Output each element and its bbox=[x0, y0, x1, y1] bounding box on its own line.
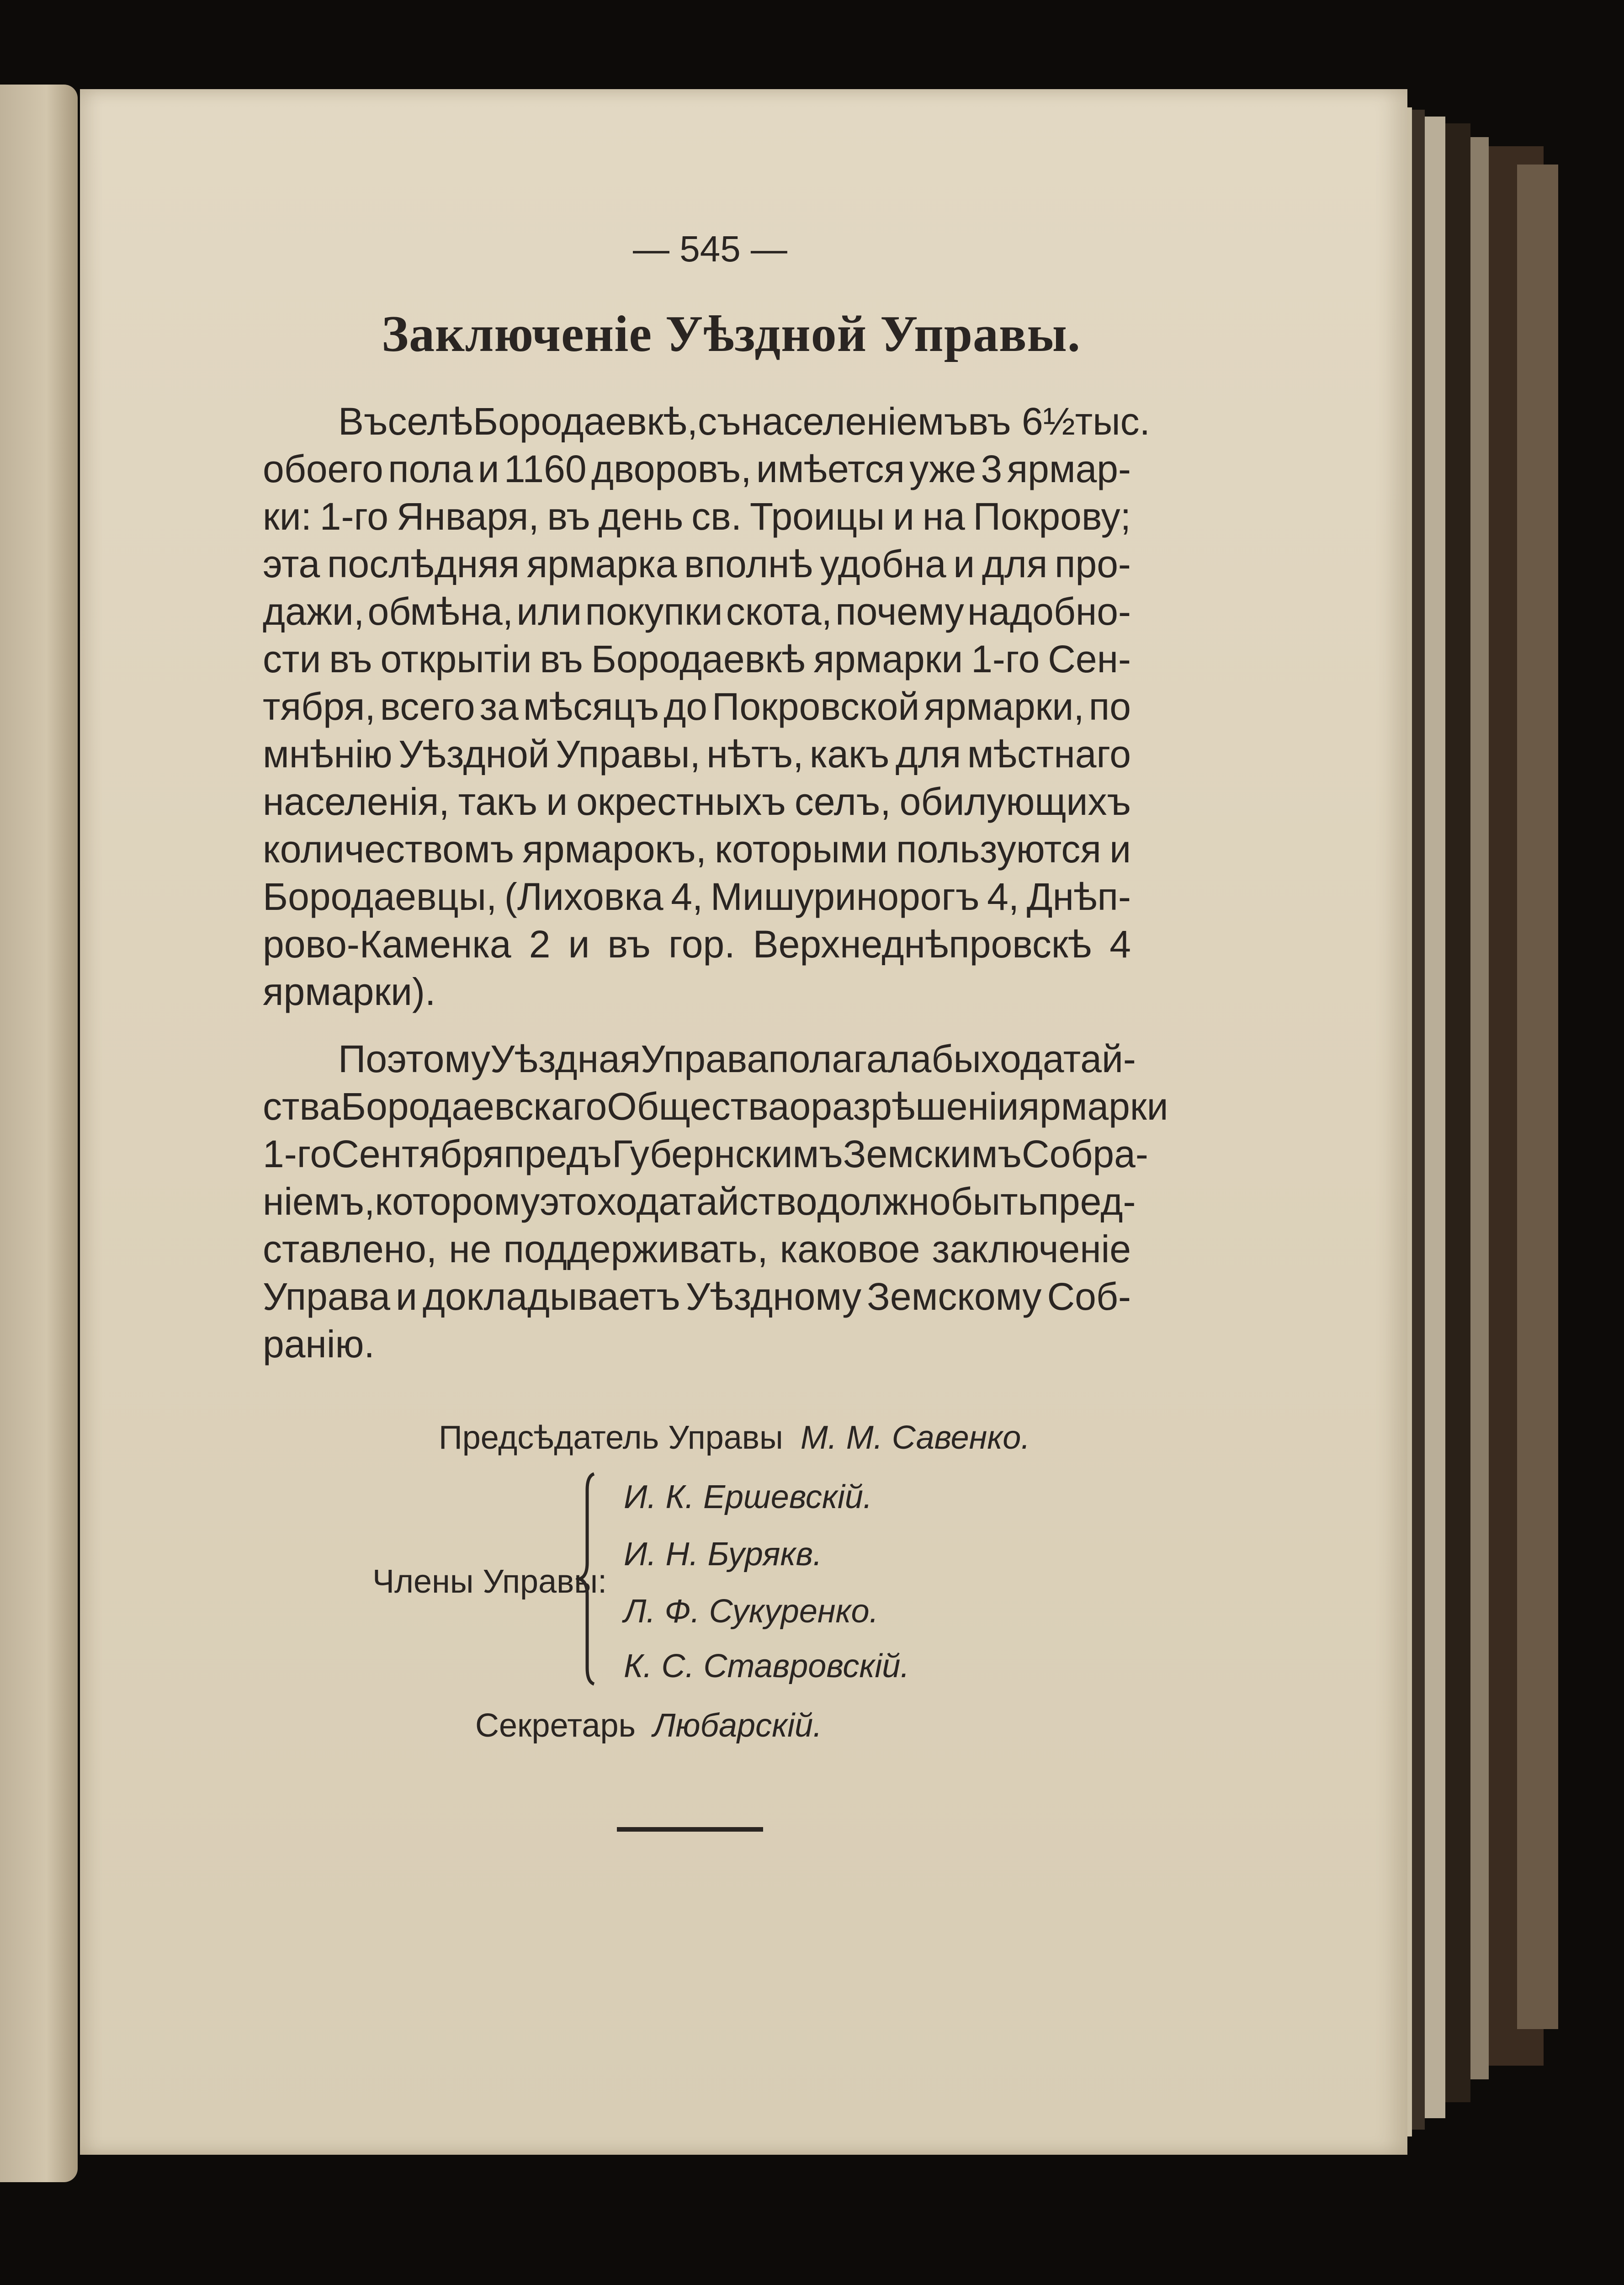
book-cover-edge bbox=[1517, 165, 1558, 2029]
word: всего bbox=[380, 685, 475, 728]
end-rule bbox=[617, 1827, 763, 1832]
word: Мишуринорогъ bbox=[710, 875, 980, 918]
word: мнѣнію bbox=[263, 733, 393, 776]
word: Управа bbox=[641, 1037, 769, 1080]
word: для bbox=[895, 733, 961, 776]
word: предъ bbox=[504, 1132, 612, 1175]
text-line bbox=[263, 923, 1131, 966]
word: Уѣздному bbox=[685, 1275, 862, 1318]
page-title: Заключеніе Уѣздной Управы. bbox=[382, 306, 1081, 362]
word: 1-го bbox=[263, 1132, 332, 1175]
word: ства bbox=[263, 1085, 341, 1128]
word: обоего bbox=[263, 447, 383, 490]
word: надобно- bbox=[967, 590, 1131, 633]
word: или bbox=[516, 590, 582, 633]
word: Соб- bbox=[1047, 1275, 1131, 1318]
word: пользуются bbox=[896, 828, 1101, 871]
word: и bbox=[395, 1275, 417, 1318]
word: поддерживать, bbox=[503, 1228, 768, 1270]
word: такъ bbox=[458, 780, 538, 823]
text-line bbox=[263, 687, 1131, 726]
word: въ 6½ bbox=[968, 400, 1075, 443]
word: Января, bbox=[396, 495, 539, 538]
word: имѣется bbox=[756, 447, 905, 490]
word: Земскимъ bbox=[843, 1132, 1022, 1175]
word: Поэтому bbox=[338, 1037, 491, 1080]
text-line bbox=[263, 1230, 1131, 1268]
text-line bbox=[263, 592, 1131, 631]
word: бы bbox=[931, 1037, 981, 1080]
word: обилующихъ bbox=[899, 780, 1131, 823]
text-line bbox=[263, 1277, 1131, 1316]
text-line bbox=[263, 497, 1131, 536]
word: Сентября bbox=[331, 1132, 504, 1175]
word: по bbox=[1088, 685, 1131, 728]
word: и bbox=[478, 447, 499, 490]
word: Покрову; bbox=[973, 495, 1131, 538]
word: и bbox=[953, 542, 975, 585]
text-line bbox=[263, 447, 1131, 490]
word: Верхнеднѣпровскѣ bbox=[753, 923, 1092, 966]
member-name: И. Н. Бурякв. bbox=[624, 1536, 823, 1573]
word: Уѣздная bbox=[490, 1037, 641, 1080]
word: рово-Каменка bbox=[263, 923, 511, 966]
word: почему bbox=[835, 590, 964, 633]
text-line bbox=[338, 400, 1150, 443]
word: 1160 bbox=[504, 447, 587, 490]
word: о bbox=[789, 1085, 811, 1128]
word: которыми bbox=[715, 828, 888, 871]
word: послѣдняя bbox=[327, 542, 520, 585]
word: для bbox=[982, 542, 1048, 585]
word: обмѣна, bbox=[367, 590, 514, 633]
text-line bbox=[263, 972, 1131, 1011]
word: должно bbox=[817, 1180, 951, 1223]
text-line bbox=[263, 828, 1131, 871]
word: заключеніе bbox=[932, 1228, 1131, 1270]
word: населенія, bbox=[263, 780, 450, 823]
word: Бородаевкѣ, bbox=[472, 400, 698, 443]
text-line bbox=[338, 1037, 1136, 1080]
word: не bbox=[449, 1228, 492, 1270]
word: за bbox=[479, 685, 519, 728]
word: ярмарокъ, bbox=[522, 828, 707, 871]
word: пред- bbox=[1038, 1180, 1136, 1223]
word: Общества bbox=[607, 1085, 790, 1128]
word: съ bbox=[698, 400, 741, 443]
word: скота, bbox=[726, 590, 832, 633]
text-line bbox=[263, 1085, 1168, 1128]
word: и bbox=[568, 923, 590, 966]
word: Въ bbox=[338, 400, 388, 443]
word: количествомъ bbox=[263, 828, 515, 871]
word: ніемъ, bbox=[263, 1180, 375, 1223]
word: каковое bbox=[780, 1228, 920, 1270]
word: Бородаевкѣ bbox=[591, 638, 806, 680]
word: въ bbox=[607, 923, 651, 966]
member-name: И. К. Ершевскій. bbox=[624, 1479, 872, 1515]
word: Днѣп- bbox=[1026, 875, 1131, 918]
page-edge bbox=[1412, 110, 1425, 2130]
word: 2 bbox=[529, 923, 551, 966]
word: на bbox=[922, 495, 965, 538]
word: 1-го bbox=[971, 638, 1040, 680]
word: Покровской bbox=[711, 685, 920, 728]
word: Бородаевскаго bbox=[340, 1085, 607, 1128]
word: дажи, bbox=[263, 590, 365, 633]
chairman-signature-line bbox=[439, 1421, 1030, 1454]
word: мѣстнаго bbox=[967, 733, 1131, 776]
word: пола bbox=[388, 447, 473, 490]
word: которому bbox=[375, 1180, 540, 1223]
word: селѣ bbox=[387, 400, 473, 443]
text-line bbox=[263, 733, 1131, 776]
word: и bbox=[546, 780, 568, 823]
text-line bbox=[263, 782, 1131, 821]
word: гор. bbox=[668, 923, 735, 966]
word: 4, bbox=[671, 875, 703, 918]
word: открытіи bbox=[380, 638, 532, 680]
word: эта bbox=[263, 542, 320, 585]
page-edge bbox=[1425, 117, 1445, 2118]
word: какъ bbox=[809, 733, 890, 776]
word: сти bbox=[263, 638, 321, 680]
word: ярмарка bbox=[526, 542, 677, 585]
word: Бородаевцы, bbox=[263, 875, 497, 918]
word: ранію. bbox=[263, 1323, 375, 1366]
word: ярмарки). bbox=[263, 970, 436, 1013]
text-line bbox=[263, 1180, 1136, 1223]
word: Управа bbox=[263, 1275, 390, 1318]
member-name: К. С. Ставровскій. bbox=[624, 1648, 910, 1685]
word: въ bbox=[329, 638, 372, 680]
word: вполнѣ bbox=[684, 542, 813, 585]
text-line bbox=[263, 1323, 1131, 1366]
word: это bbox=[540, 1180, 597, 1223]
word: дворовъ, bbox=[591, 447, 752, 490]
word: разрѣшеніи bbox=[811, 1085, 1019, 1128]
word: Губернскимъ bbox=[612, 1132, 843, 1175]
word: ярмарки bbox=[1019, 1085, 1168, 1128]
word: про- bbox=[1055, 542, 1131, 585]
page-edge bbox=[1470, 137, 1489, 2079]
word: день bbox=[598, 495, 684, 538]
text-line bbox=[263, 1132, 1148, 1175]
word: ярмарки, bbox=[924, 685, 1084, 728]
left-page-edge bbox=[0, 85, 78, 2182]
chairman-label: Предсѣдатель Управы bbox=[439, 1419, 783, 1456]
word: тыс. bbox=[1075, 400, 1150, 443]
word: тября, bbox=[263, 685, 376, 728]
word: св. bbox=[691, 495, 742, 538]
word: окрестныхъ bbox=[576, 780, 786, 823]
word: въ bbox=[547, 495, 590, 538]
word: и bbox=[1109, 828, 1131, 871]
word: докладываетъ bbox=[422, 1275, 680, 1318]
word: до bbox=[663, 685, 707, 728]
word: Сен- bbox=[1048, 638, 1131, 680]
word: ставлено, bbox=[263, 1228, 437, 1270]
word: Троицы bbox=[749, 495, 885, 538]
word: полагала bbox=[768, 1037, 932, 1080]
word: Уѣздной bbox=[398, 733, 550, 776]
text-line bbox=[263, 542, 1131, 585]
word: быть bbox=[950, 1180, 1038, 1223]
word: ходатай- bbox=[981, 1037, 1136, 1080]
page-edge bbox=[1445, 123, 1470, 2102]
word: покупки bbox=[585, 590, 723, 633]
word: Земскому bbox=[867, 1275, 1042, 1318]
member-name: Л. Ф. Сукуренко. bbox=[624, 1593, 879, 1630]
word: населеніемъ bbox=[741, 400, 968, 443]
secretary-label: Секретарь bbox=[475, 1707, 636, 1744]
word: 4 bbox=[1109, 923, 1131, 966]
word: нѣтъ, bbox=[706, 733, 804, 776]
word: ярмарки bbox=[813, 638, 963, 680]
word: въ bbox=[540, 638, 583, 680]
secretary-name: Любарскій. bbox=[653, 1707, 823, 1744]
members-label: Члены Управы: bbox=[372, 1563, 607, 1600]
word: 4, bbox=[987, 875, 1019, 918]
word: удобна bbox=[820, 542, 946, 585]
word: Управы, bbox=[556, 733, 701, 776]
text-line bbox=[263, 640, 1131, 678]
page-number: — 545 — bbox=[633, 228, 787, 269]
chairman-name: М. М. Савенко. bbox=[800, 1419, 1030, 1456]
word: (Лиховка bbox=[504, 875, 663, 918]
word: селъ, bbox=[794, 780, 891, 823]
word: ходатайство bbox=[597, 1180, 817, 1223]
word: мѣсяцъ bbox=[523, 685, 659, 728]
word: уже bbox=[909, 447, 977, 490]
text-line bbox=[263, 877, 1131, 916]
word: 3 bbox=[981, 447, 1003, 490]
secretary-signature-line bbox=[475, 1709, 822, 1742]
word: и bbox=[893, 495, 914, 538]
brace-icon bbox=[576, 1472, 603, 1686]
word: ки: bbox=[263, 495, 312, 538]
word: Собра- bbox=[1021, 1132, 1148, 1175]
word: 1-го bbox=[319, 495, 388, 538]
word: ярмар- bbox=[1007, 447, 1131, 490]
